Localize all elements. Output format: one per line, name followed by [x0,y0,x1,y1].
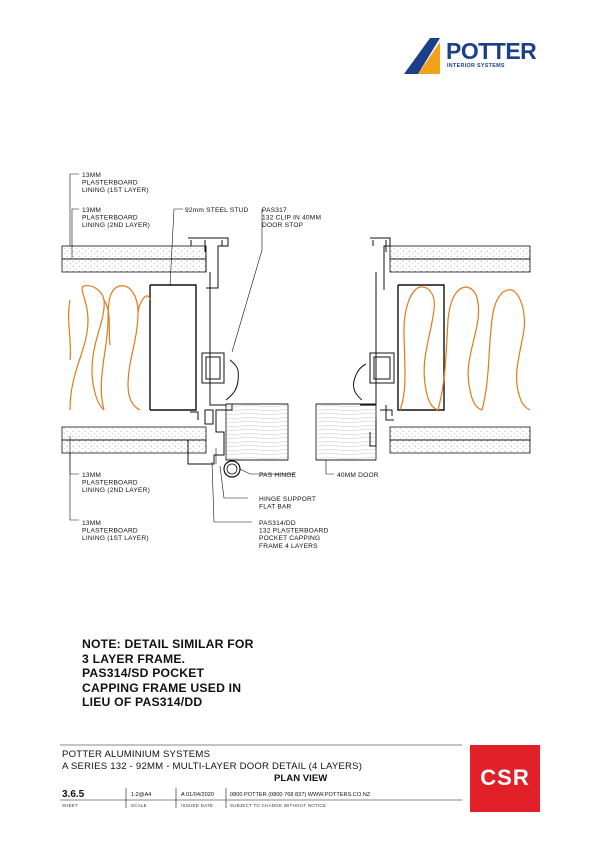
scale-value: 1:2@A4 [131,792,152,798]
right-wall [354,238,530,453]
caption-issue: ISSUED DATE [181,803,214,808]
label-pas-hinge: PAS HINGE [259,472,297,479]
label-bottom-left-2: 13MM PLASTERBOARD LINING (2ND LAYER) [82,472,150,495]
board-top-1-right [390,246,530,259]
label-pas314: PAS314/DD 132 PLASTERBOARD POCKET CAPPING FRAME 4 LAYERS [259,520,329,550]
csr-logo-text: CSR [480,765,530,790]
sheet-number: 3.6.5 [62,789,85,800]
label-top-left-2: 13MM PLASTERBOARD LINING (2ND LAYER) [82,207,150,230]
note-line: NOTE: DETAIL SIMILAR FOR [82,637,254,651]
board-bottom-1-left [62,440,206,453]
label-steel-stud: 92mm STEEL STUD [185,207,249,214]
caption-scale: SCALE [131,803,147,808]
label-pas317: PAS317 132 CLIP IN 40MM DOOR STOP [262,207,322,230]
board-top-2-left [62,259,206,272]
label-door: 40MM DOOR [337,472,379,479]
issue-value: A 01/04/2020 [181,792,214,798]
note-line: 3 LAYER FRAME. [82,651,186,666]
label-hinge-support: HINGE SUPPORT FLAT BAR [259,496,316,511]
insulation-right [400,287,530,410]
label-bottom-left-1: 13MM PLASTERBOARD LINING (1ST LAYER) [82,520,149,543]
pas-hinge-knuckle [224,461,240,477]
board-bottom-1-right [390,440,530,453]
insulation-left [69,286,150,410]
detail-note [82,637,254,710]
board-top-1-left [62,246,206,259]
board-bottom-2-left [62,427,206,440]
note-line: PAS314/SD POCKET [82,666,205,681]
steel-stud-left [150,285,196,410]
caption-contact: SUBJECT TO CHANGE WITHOUT NOTICE [230,803,327,808]
note-line: CAPPING FRAME USED IN [82,680,242,695]
company-name: POTTER ALUMINIUM SYSTEMS [62,749,211,760]
drawing-view: PLAN VIEW [274,773,328,784]
drawing-title: A SERIES 132 - 92MM - MULTI-LAYER DOOR DETAIL (4 LAYERS) [62,761,363,772]
note-line: LIEU OF PAS314/DD [82,695,203,710]
label-top-left-1: 13MM PLASTERBOARD LINING (1ST LAYER) [82,172,149,195]
door-leaf [226,404,376,460]
potter-logo-mark [404,38,440,74]
board-top-2-right [390,259,530,272]
contact-info: 0800 POTTER (0800 768 837) WWW.POTTERS.CO.NZ [230,792,371,798]
caption-sheet: SHEET [62,803,79,808]
left-wall [62,238,240,477]
brand-subtitle: INTERIOR SYSTEMS [447,63,505,69]
brand-name: POTTER [446,38,537,64]
csr-logo [470,745,540,812]
board-bottom-2-right [390,427,530,440]
